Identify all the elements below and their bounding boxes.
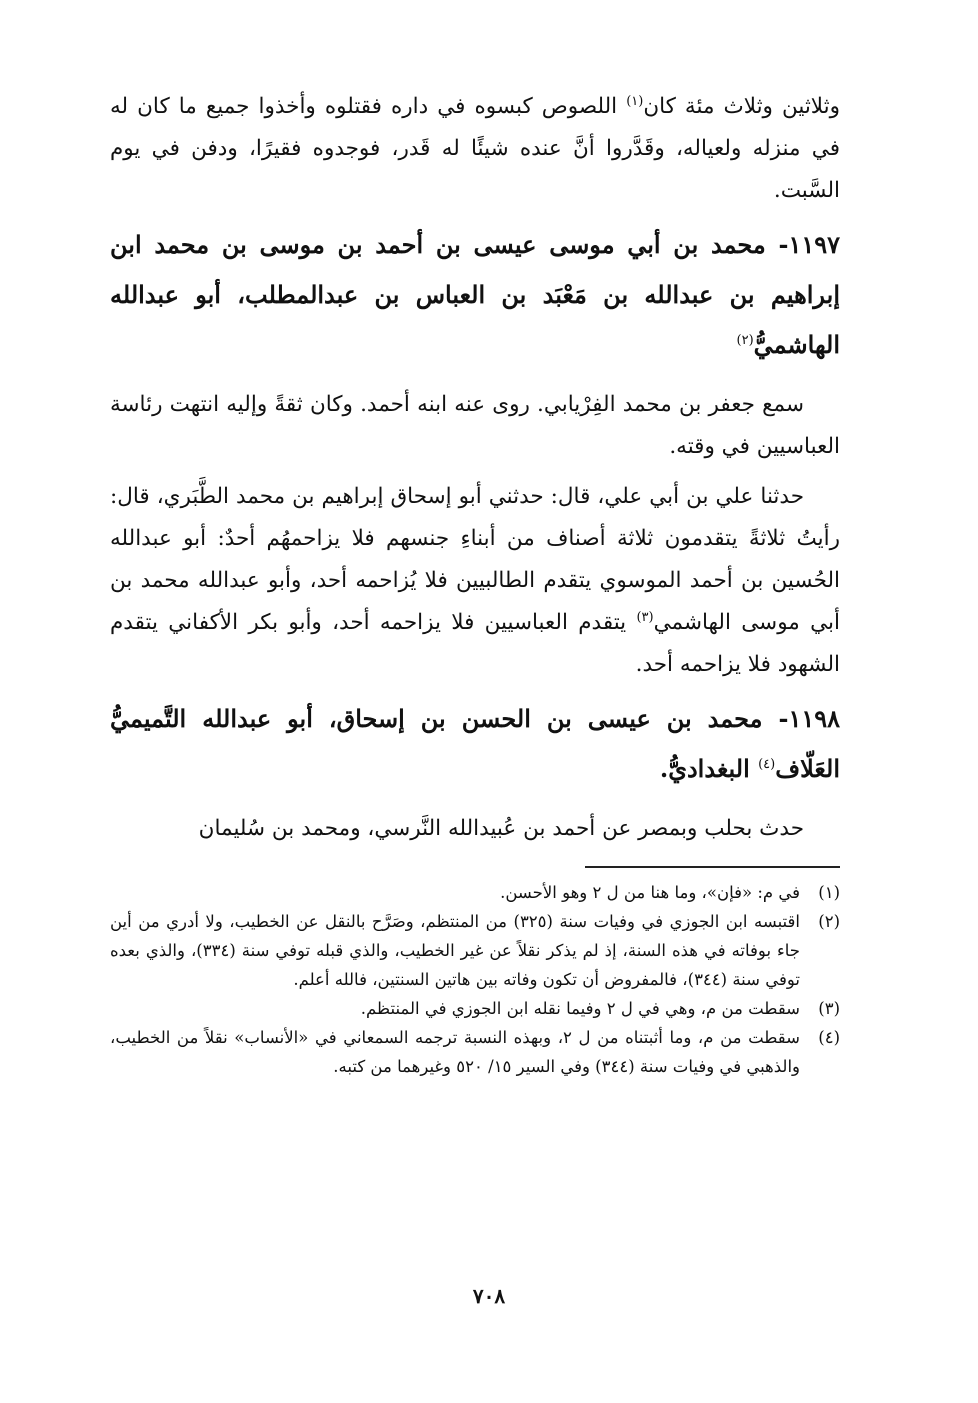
paragraph-3: [110, 476, 840, 686]
paragraph-1-text-b: اللصوص كبسوه في داره فقتلوه وأخذوا جميع ما كان له في منزله ولعياله، وقَدَّروا أنَّ عنده شيئًا له قَدر، فوجدوه فقيرًا، ودفن في يوم السَّبت.: [110, 94, 840, 203]
footnote-1: [110, 878, 840, 907]
footnote-text: اقتبسه ابن الجوزي في وفيات سنة (٣٢٥) من المنتظم، وصَرَّح بالنقل عن الخطيب، ولا أدري من أين جاء بوفاته في هذه السنة، إذ لم يذكر نقلاً عن غير الخطيب، والذي قبله توفي سنة (٣٣٤)، والذي بعده توفي سنة (٣٤٤)، فالمفروض أن تكون وفاته بين هاتين السنتين، فالله أعلم.: [110, 912, 801, 989]
footnote-number: (٤): [818, 1028, 840, 1047]
footnote-text: في م: «فإن»، وما هنا من ل ٢ وهو الأحسن.: [500, 883, 800, 902]
footnote-number: (٣): [818, 999, 840, 1018]
footnote-text: سقطت من م، وهي في ل ٢ وفيما نقله ابن الجوزي في المنتظم.: [360, 999, 800, 1018]
footnote-number: (٢): [818, 912, 840, 931]
paragraph-1: [110, 86, 840, 212]
paragraph-2: سمع جعفر بن محمد الفِرْيابي. روى عنه ابنه أحمد. وكان ثقةً وإليه انتهت رئاسة العباسيين في وقته.: [110, 392, 840, 459]
footnote-ref-2[interactable]: (٢): [736, 333, 754, 348]
entry-heading-1197: [110, 220, 840, 370]
paragraph-3-text-a: حدثنا علي بن أبي علي، قال: حدثني أبو إسحاق إبراهيم بن محمد الطَّبَري، قال: رأيتُ ثلاثةً يتقدمون ثلاثة أصناف من أبناءِ جنسهم فلا يزاحمهُم أحدٌ: أبو عبدالله الحُسين بن أحمد الموسوي يتقدم الطالبيين فلا يُزاحمه أحد، وأبو عبدالله محمد بن أبي موسى الهاشمي: [110, 484, 840, 635]
footnote-number: (١): [818, 883, 840, 902]
page-number: ٧٠٨: [472, 1284, 506, 1308]
entry-heading-1198: [110, 694, 840, 794]
paragraph-1-text-a: وثلاثين وثلاث مئة كان: [643, 94, 841, 119]
footnote-4: [110, 1023, 840, 1081]
footnote-ref-4[interactable]: (٤): [758, 757, 776, 772]
footnotes-section: [110, 878, 840, 1081]
paragraph-4: حدث بحلب وبمصر عن أحمد بن عُبيدالله النَّرسي، ومحمد بن سُليمان: [198, 816, 804, 841]
entry-heading-1198-text: ١١٩٨- محمد بن عيسى بن الحسن بن إسحاق، أبو عبدالله التَّميميُّ العَلّاف: [110, 704, 840, 783]
footnote-separator: [585, 866, 840, 868]
footnote-text: سقطت من م، وما أثبتناه من ل ٢، وبهذه النسبة ترجمه السمعاني في «الأنساب» نقلاً من الخطيب، والذهبي في وفيات سنة (٣٤٤) وفي السير ١٥/ ٥٢٠ وغيرهما من كتبه.: [110, 1028, 800, 1076]
paragraph-3-text-b: يتقدم العباسيين فلا يزاحمه أحد، وأبو بكر الأكفاني يتقدم الشهود فلا يزاحمه أحد.: [110, 610, 840, 677]
footnote-ref-3[interactable]: (٣): [636, 609, 654, 625]
footnote-ref-1[interactable]: (١): [626, 93, 644, 109]
entry-heading-1198-tail: البغداديُّ.: [659, 754, 759, 783]
footnote-2: [110, 907, 840, 994]
page-body: [110, 86, 840, 1081]
entry-heading-1197-text: ١١٩٧- محمد بن أبي موسى عيسى بن أحمد بن موسى بن محمد ابن إبراهيم بن عبدالله بن مَعْبَد بن العباس بن عبدالمطلب، أبو عبدالله الهاشميُّ: [110, 230, 840, 359]
footnote-3: [110, 994, 840, 1023]
